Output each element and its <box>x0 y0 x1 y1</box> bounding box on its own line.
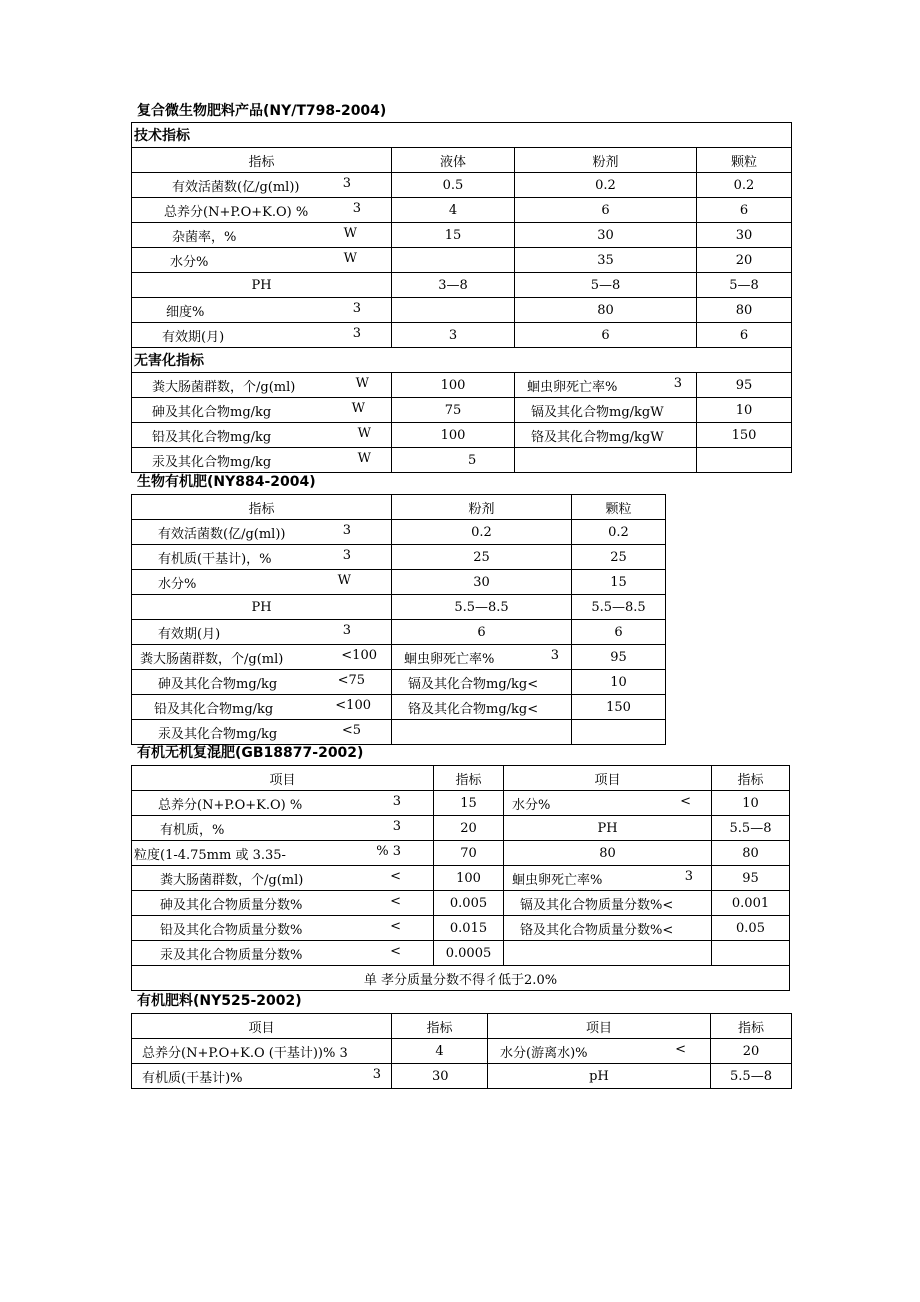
row-symbol: 3 <box>352 200 361 216</box>
row-symbol: 3 <box>673 375 682 391</box>
cell-value: 10 <box>572 670 666 695</box>
table-row <box>132 941 790 966</box>
cell-value: 80 <box>515 298 697 323</box>
column-header: 颗粒 <box>697 148 792 173</box>
row-symbol: W <box>343 250 357 266</box>
row-label: 蛔虫卵死亡率% <box>527 379 618 395</box>
row-symbol: <5 <box>341 722 361 738</box>
column-header: 液体 <box>392 148 515 173</box>
cell-value: 25 <box>572 545 666 570</box>
row-label: pH <box>589 1068 609 1084</box>
row-label: 镉及其化合物mg/kgW <box>531 404 664 420</box>
row-label: 有机质(干基计)，% <box>158 551 272 567</box>
column-header: 项目 <box>132 1014 392 1039</box>
cell-value: 0.001 <box>712 891 790 916</box>
column-header: 粉剂 <box>392 495 572 520</box>
table2 <box>131 494 666 745</box>
row-label: 总养分(N+P.O+K.O) % <box>158 797 303 813</box>
row-label: 铅及其化合物mg/kg <box>152 429 272 445</box>
table-row <box>132 791 790 816</box>
table-row <box>132 1064 792 1089</box>
column-header: 指标 <box>392 1014 488 1039</box>
cell-value: 20 <box>434 816 504 841</box>
table-row <box>132 620 666 645</box>
row-label: 有机质(干基计)% <box>142 1070 243 1086</box>
row-symbol: 3 <box>342 547 351 563</box>
table-row <box>132 323 792 348</box>
column-header: 项目 <box>504 766 712 791</box>
cell-value <box>392 298 515 323</box>
cell-value: 5 <box>392 448 515 473</box>
cell-value: 25 <box>392 545 572 570</box>
row-label: 有机质，% <box>160 822 225 838</box>
cell-value: 0.2 <box>515 173 697 198</box>
row-symbol: < <box>390 918 401 934</box>
table-row <box>132 695 666 720</box>
cell-value: 6 <box>697 198 792 223</box>
row-symbol: W <box>355 375 369 391</box>
cell-value: 5.5—8.5 <box>572 595 666 620</box>
row-symbol: < <box>680 793 691 809</box>
row-label: 粪大肠菌群数，个/g(ml) <box>160 872 304 888</box>
row-label: 总养分(N+P.O+K.O (干基计))% 3 <box>142 1045 348 1061</box>
cell-value: 5.5—8 <box>711 1064 792 1089</box>
cell-value: 10 <box>697 398 792 423</box>
cell-value: 6 <box>392 620 572 645</box>
row-label: 有效活菌数(亿/g(ml)) <box>172 179 300 195</box>
cell-value: 95 <box>572 645 666 670</box>
cell-value <box>515 448 697 473</box>
row-label: 水分(游离水)% <box>500 1045 588 1061</box>
row-symbol: 3 <box>550 647 559 663</box>
cell-value: 0.5 <box>392 173 515 198</box>
column-header: 指标 <box>132 148 392 173</box>
table-row <box>132 916 790 941</box>
row-label: 砷及其化合物mg/kg <box>158 676 278 692</box>
cell-value: 15 <box>392 223 515 248</box>
cell-value: 15 <box>572 570 666 595</box>
row-symbol: W <box>343 225 357 241</box>
cell-value: 100 <box>392 423 515 448</box>
table-row <box>132 520 666 545</box>
row-label: 砷及其化合物质量分数% <box>160 897 303 913</box>
row-label: 水分% <box>158 576 197 592</box>
table-row <box>132 645 666 670</box>
column-header: 指标 <box>132 495 392 520</box>
column-header: 指标 <box>712 766 790 791</box>
column-header: 颗粒 <box>572 495 666 520</box>
table3-title: 有机无机复混肥(GB18877-2002) <box>137 745 364 761</box>
table-row <box>132 248 792 273</box>
row-symbol: 3 <box>342 175 351 191</box>
cell-value: 30 <box>392 1064 488 1089</box>
row-label: 汞及其化合物mg/kg <box>152 454 272 470</box>
cell-value: 3 <box>392 323 515 348</box>
row-symbol: 3 <box>352 300 361 316</box>
row-label: 蛔虫卵死亡率% <box>404 651 495 667</box>
table4 <box>131 1013 792 1089</box>
table-row <box>132 670 666 695</box>
row-label: PH <box>597 820 618 836</box>
cell-value: 70 <box>434 841 504 866</box>
column-header: 项目 <box>132 766 434 791</box>
row-label: 铬及其化合物mg/kgW <box>531 429 664 445</box>
row-label: 铅及其化合物mg/kg <box>154 701 274 717</box>
row-label: 有效活菌数(亿/g(ml)) <box>158 526 286 542</box>
row-label: 水分% <box>170 254 209 270</box>
row-symbol: < <box>390 943 401 959</box>
cell-value: 15 <box>434 791 504 816</box>
table-row <box>132 273 792 298</box>
table-row <box>132 816 790 841</box>
table-row <box>132 173 792 198</box>
row-symbol: W <box>337 572 351 588</box>
table1-title: 复合微生物肥料产品(NY/T798-2004) <box>137 103 387 119</box>
row-symbol: <100 <box>341 647 377 663</box>
table-row <box>132 866 790 891</box>
cell-value <box>712 941 790 966</box>
row-label: 汞及其化合物mg/kg <box>158 726 278 742</box>
cell-value: 3—8 <box>392 273 515 298</box>
row-label: 砷及其化合物mg/kg <box>152 404 272 420</box>
cell-value <box>392 720 572 745</box>
row-label: 总养分(N+P.O+K.O) % <box>164 204 309 220</box>
cell-value: 0.0005 <box>434 941 504 966</box>
table2-title: 生物有机肥(NY884-2004) <box>137 474 316 490</box>
table-row <box>132 398 792 423</box>
row-symbol: < <box>390 868 401 884</box>
row-label: 水分% <box>512 797 551 813</box>
table-row <box>132 841 790 866</box>
cell-value: 5.5—8 <box>712 816 790 841</box>
table3-footer-note: 单 孝分质量分数不得彳低于2.0% <box>132 966 790 991</box>
cell-value: 4 <box>392 1039 488 1064</box>
row-label: 铬及其化合物mg/kg< <box>392 695 572 720</box>
row-symbol: < <box>390 893 401 909</box>
cell-value: 0.05 <box>712 916 790 941</box>
row-symbol: 3 <box>342 622 351 638</box>
cell-value: 0.2 <box>392 520 572 545</box>
table-row <box>132 720 666 745</box>
row-label: 蛔虫卵死亡率% <box>512 872 603 888</box>
table-row <box>132 198 792 223</box>
cell-value: 5—8 <box>515 273 697 298</box>
table-row <box>132 373 792 398</box>
tech-section-title: 技术指标 <box>132 123 792 148</box>
cell-value: 5—8 <box>697 273 792 298</box>
cell-value: 20 <box>697 248 792 273</box>
cell-value: 100 <box>434 866 504 891</box>
cell-value: 0.2 <box>572 520 666 545</box>
row-label: 杂菌率，% <box>172 229 237 245</box>
row-label: 有效期(月) <box>158 626 221 642</box>
cell-value: 80 <box>712 841 790 866</box>
cell-value: 10 <box>712 791 790 816</box>
row-symbol: < <box>675 1041 686 1057</box>
row-symbol: W <box>357 425 371 441</box>
table-row <box>132 1039 792 1064</box>
cell-value: 35 <box>515 248 697 273</box>
table-row <box>132 891 790 916</box>
row-label: 粒度(1-4.75mm 或 3.35- <box>134 847 286 863</box>
row-label: 有效期(月) <box>162 329 225 345</box>
cell-value: 0.2 <box>697 173 792 198</box>
row-symbol: 3 <box>392 818 401 834</box>
row-symbol: <100 <box>335 697 371 713</box>
row-label: 汞及其化合物质量分数% <box>160 947 303 963</box>
table1 <box>131 122 792 473</box>
table-row <box>132 545 666 570</box>
column-header: 指标 <box>711 1014 792 1039</box>
cell-value: 150 <box>572 695 666 720</box>
row-symbol: % 3 <box>376 843 401 859</box>
cell-value: 95 <box>712 866 790 891</box>
row-label: 镉及其化合物质量分数%< <box>520 897 674 913</box>
cell-value: 6 <box>572 620 666 645</box>
table-row <box>132 423 792 448</box>
cell-value: 5.5—8.5 <box>392 595 572 620</box>
cell-value <box>697 448 792 473</box>
cell-value <box>392 248 515 273</box>
row-symbol: 3 <box>392 793 401 809</box>
cell-value: 30 <box>392 570 572 595</box>
cell-value: 6 <box>515 323 697 348</box>
cell-value: 80 <box>697 298 792 323</box>
cell-value: 75 <box>392 398 515 423</box>
cell-value: 0.015 <box>434 916 504 941</box>
column-header: 粉剂 <box>515 148 697 173</box>
table3 <box>131 765 790 991</box>
harmless-section-title: 无害化指标 <box>132 348 792 373</box>
cell-value: 30 <box>515 223 697 248</box>
row-label: 粪大肠菌群数，个/g(ml) <box>152 379 296 395</box>
row-symbol: 3 <box>372 1066 381 1082</box>
cell-value: 150 <box>697 423 792 448</box>
row-label: 铅及其化合物质量分数% <box>160 922 303 938</box>
cell-value: 100 <box>392 373 515 398</box>
row-label: PH <box>251 277 272 293</box>
row-label: 镉及其化合物mg/kg< <box>392 670 572 695</box>
table4-title: 有机肥料(NY525-2002) <box>137 993 302 1009</box>
row-symbol: W <box>351 400 365 416</box>
row-symbol: W <box>357 450 371 466</box>
row-label: 铬及其化合物质量分数%< <box>520 922 674 938</box>
row-label: 粪大肠菌群数，个/g(ml) <box>140 651 284 667</box>
row-symbol: 3 <box>342 522 351 538</box>
table-row <box>132 298 792 323</box>
cell-value: 20 <box>711 1039 792 1064</box>
table-row <box>132 448 792 473</box>
cell-value: 30 <box>697 223 792 248</box>
table-row <box>132 223 792 248</box>
row-symbol: <75 <box>337 672 365 688</box>
row-symbol: 3 <box>352 325 361 341</box>
cell-value: 4 <box>392 198 515 223</box>
row-label: PH <box>251 599 272 615</box>
column-header: 项目 <box>488 1014 711 1039</box>
row-symbol: 3 <box>684 868 693 884</box>
table-row <box>132 595 666 620</box>
cell-value: 6 <box>697 323 792 348</box>
cell-value <box>572 720 666 745</box>
table-row <box>132 570 666 595</box>
row-label: 细度% <box>166 304 205 320</box>
row-label: 80 <box>599 845 616 861</box>
cell-value: 6 <box>515 198 697 223</box>
column-header: 指标 <box>434 766 504 791</box>
cell-value: 95 <box>697 373 792 398</box>
cell-value: 0.005 <box>434 891 504 916</box>
